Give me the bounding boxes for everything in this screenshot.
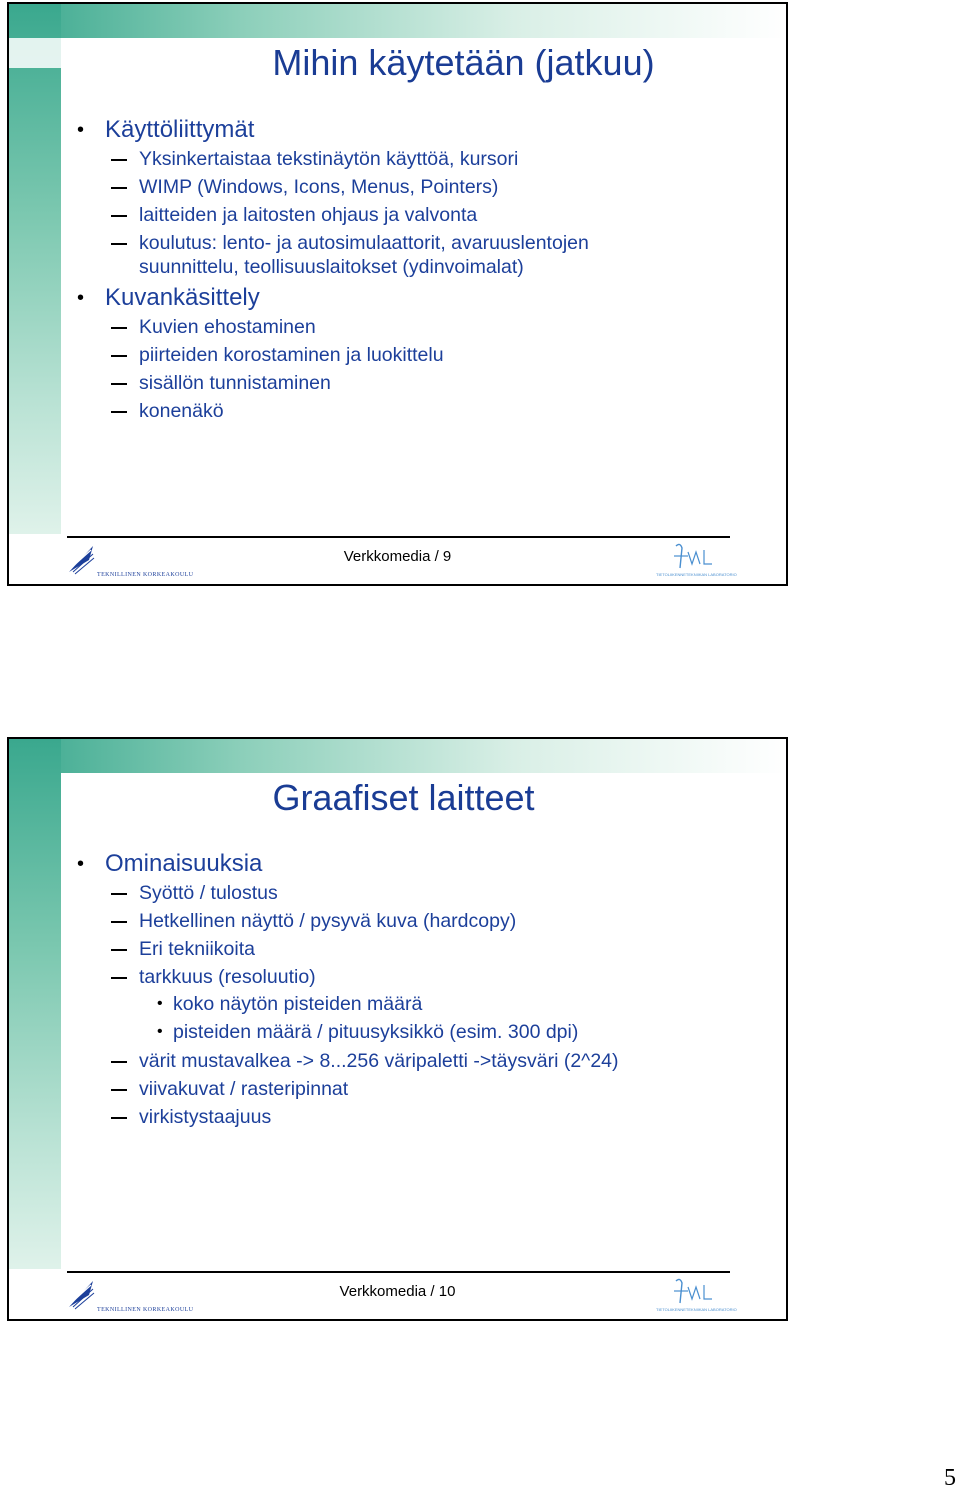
slide-title: Mihin käytetään (jatkuu) [272, 42, 655, 83]
slide-header-gradient [9, 4, 786, 38]
slide-10 [7, 737, 788, 1321]
slide-title: Graafiset laitteet [272, 777, 535, 818]
bullet-item: tarkkuus (resoluutio) [71, 964, 766, 990]
corner-decoration [9, 38, 61, 68]
bullet-item: suunnittelu, teollisuuslaitokset (ydinvoimalat) [139, 256, 524, 278]
lab-logo-icon [654, 1277, 730, 1307]
bullet-item: Yksinkertaistaa tekstinäytön käyttöä, kursori [71, 146, 766, 172]
slide-content [71, 846, 766, 1130]
tkk-logo: TEKNILLINEN KORKEAKOULU [67, 1277, 197, 1319]
bullet-item: virkistystaajuus [71, 1104, 766, 1130]
lab-logo-icon [654, 542, 730, 572]
bullet-item: • pisteiden määrä / pituusyksikkö (esim. 300 dpi) [71, 1018, 766, 1046]
bullet-item: Kuvien ehostaminen [71, 314, 766, 340]
bullet-item: värit mustavalkea -> 8...256 väripaletti ->täysväri (2^24) [71, 1048, 766, 1074]
slide-side-gradient [9, 4, 61, 534]
slide-side-gradient [9, 739, 61, 1269]
bullet-item: laitteiden ja laitosten ohjaus ja valvonta [71, 202, 766, 228]
bullet-item: Eri tekniikoita [71, 936, 766, 962]
bullet-item: • koko näytön pisteiden määrä [71, 990, 766, 1018]
slide-footer: Verkkomedia / 10 [339, 1283, 456, 1300]
bullet-heading: • Kuvankäsittely [71, 284, 766, 312]
bullet-item: sisällön tunnistaminen [71, 370, 766, 396]
page-number: 5 [944, 1465, 956, 1491]
slide-footer: Verkkomedia / 9 [343, 548, 452, 565]
bullet-item: Hetkellinen näyttö / pysyvä kuva (hardcopy) [71, 908, 766, 934]
bullet-item: viivakuvat / rasteripinnat [71, 1076, 766, 1102]
bullet-item: koulutus: lento- ja autosimulaattorit, avaruuslentojen [71, 230, 766, 256]
slide-9 [7, 2, 788, 586]
bullet-heading: • Käyttöliittymät [71, 116, 766, 144]
bullet-item: Syöttö / tulostus [71, 880, 766, 906]
lab-logo: TIETOLIIKENNETEKNIIKAN LABORATORIO [654, 542, 730, 584]
bullet-item: WIMP (Windows, Icons, Menus, Pointers) [71, 174, 766, 200]
slide-content [71, 112, 766, 424]
bullet-item: konenäkö [71, 398, 766, 424]
lab-logo: TIETOLIIKENNETEKNIIKAN LABORATORIO [654, 1277, 730, 1319]
footer-divider [67, 536, 730, 538]
bullet-heading: • Ominaisuuksia [71, 850, 766, 878]
bullet-item: piirteiden korostaminen ja luokittelu [71, 342, 766, 368]
tkk-logo: TEKNILLINEN KORKEAKOULU [67, 542, 197, 584]
footer-divider [67, 1271, 730, 1273]
slide-header-gradient [9, 739, 786, 773]
